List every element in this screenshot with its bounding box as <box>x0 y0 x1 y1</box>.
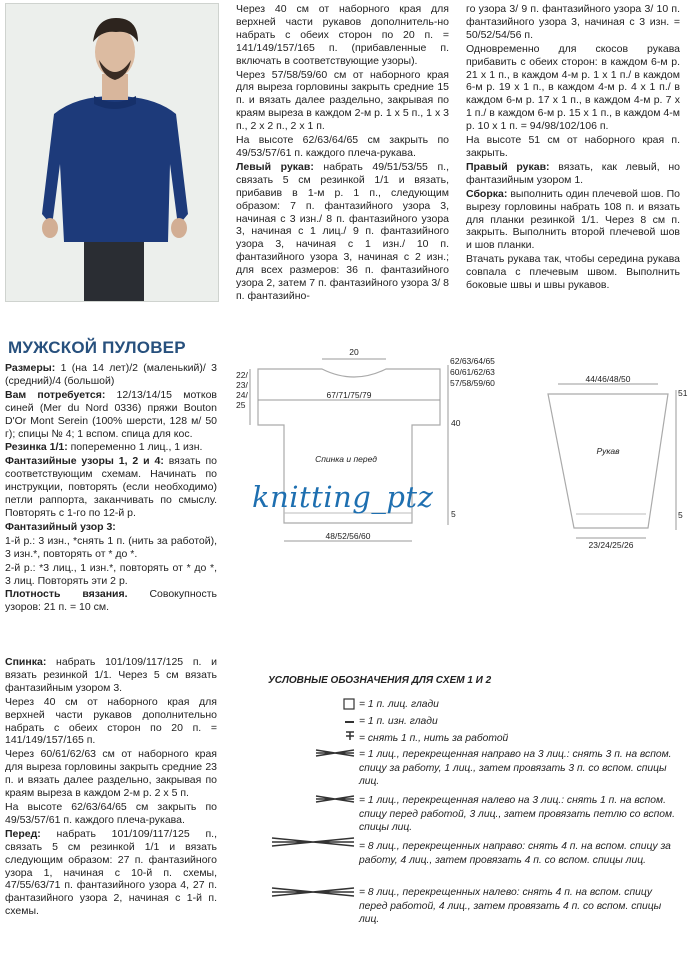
sleeve-height-label-1: 22/ <box>236 370 248 380</box>
text-paragraph: Плотность вязания. Совокупность узоров: 21 п. = 10 см. <box>5 588 217 614</box>
neck-width-label: 20 <box>349 347 359 357</box>
legend-item: = 1 лиц., перекрещенная направо на 3 лиц.: снять 3 п. на вспом. спицу за работу, 1 лиц., затем провязать 3 п. со вспом. спицы лиц. <box>359 749 672 788</box>
legend-symbols <box>268 696 364 946</box>
left-sleeve-label: Левый рукав: <box>236 160 314 173</box>
text-paragraph: Втачать рукава так, чтобы середина рукава совпала с плечевым швом. Выполнить боковые швы и швы рукавов. <box>466 253 680 292</box>
height-label-1: 62/63/64/65 <box>450 356 495 366</box>
right-sleeve-text: вязать, как левый, но фантазийным узором 1. <box>466 160 680 186</box>
text-paragraph: Через 60/61/62/63 см от наборного края для выреза горловины закрыть средние 23 п. и вязать далее раздельно, закрывая по краям выреза в каждом 2-м р. 2 х 5 п. <box>5 748 217 800</box>
left-sleeve-text: набрать 49/51/53/55 п., связать 5 см резинкой 1/1 и вязать, прибавив в 1-м р. 1 п., следующим образом: 7 п. фантазийного узора 3, начиная с 3 изн./ 8 п. фантазийного узора 3, начиная с 1 лиц./ 9 п. фантазийного узора 3, начиная с 1 изн./ 10 п. фантазийного узора 3, начиная с 2 изн.; для всех размеров: 36 п. фантазийного узора 2, затем 7 п. фантазийного узора 3/ 8 п. фантазийно- <box>236 160 449 302</box>
text-paragraph: Перед: набрать 101/109/117/125 п., связать 5 см резинкой 1/1 и вязать следующим образом: 27 п. фантазийного узора 1, начиная с 10-й п. схемы, 47/55/63/71 п. фантазийного узора 4, 27 п. фантазийного узора 2, начиная с 1-й п. схемы. <box>5 827 217 918</box>
model-photo <box>5 3 219 302</box>
sleeve-name-label: Рукав <box>596 446 620 456</box>
text-paragraph: Вам потребуется: 12/13/14/15 мотков синей (Mer du Nord 0336) пряжи Bouton D'Or Mont Serein (100% шерсти, 128 м/ 50 г); спицы № 4; 1 вспом. спица для кос. <box>5 388 217 440</box>
text-paragraph: Через 40 см от наборного края для верхней части рукавов дополнительно набрать с обеих сторон по 20 п. = 141/149/157/165 п. <box>5 695 217 747</box>
sleeve-bottom-width-label: 23/24/25/26 <box>588 540 634 550</box>
rib-height-label: 5 <box>451 509 456 519</box>
legend-item: = 1 п. изн. глади <box>359 716 438 727</box>
legend-item: = снять 1 п., нить за работой <box>359 733 509 744</box>
text-paragraph: Размеры: 1 (на 14 лет)/2 (маленький)/ 3 (средний)/4 (большой) <box>5 362 217 387</box>
legend-list <box>359 698 679 932</box>
text-paragraph: 2-й р.: *3 лиц., 1 изн.*, повторять от * до *, 3 лиц. Повторять эти 2 р. <box>5 561 217 587</box>
sleeve-height-label-3: 24/ <box>236 390 248 400</box>
knit-stitch-icon <box>344 699 354 709</box>
text-paragraph: Через 40 см от наборного края для верхней части рукавов дополнитель-но набрать с обеих сторон по 20 п. = 141/149/157/165 п. (прибавленные п. включать в соответствующие узоры). <box>236 3 449 67</box>
text-paragraph: Резинка 1/1: попеременно 1 лиц., 1 изн. <box>5 441 203 454</box>
right-sleeve-paragraph <box>466 161 680 187</box>
top-column-middle <box>236 3 449 304</box>
text-paragraph: Через 57/58/59/60 см от наборного края для выреза горловины закрыть средние 15 п. и вязать далее раздельно, закрывая по краям выреза в каждом 2-м р. 1 х 5 п., 1 х 3 п., 2 х 2 п., 2 х 1 п. <box>236 68 449 133</box>
sleeve-height-label-2: 23/ <box>236 380 248 390</box>
height-label-2: 60/61/62/63 <box>450 367 495 377</box>
body-schematic <box>228 345 518 555</box>
legend-item: = 1 лиц., перекрещенная налево на 3 лиц.: снять 1 п. на вспом. спицу перед работой, 3 лиц., затем провязать петлю со вспом. спицы лиц. <box>359 795 675 834</box>
cross-left-8-icon <box>272 888 354 896</box>
sleeve-schematic <box>540 372 690 552</box>
assembly-text: выполнить один плечевой шов. По вырезу горловины набрать 108 п. и вязать для планки резинкой 1/1. Через 8 см п. закрыть. Выполнить второй плечевой шов и шов планки. <box>466 187 680 252</box>
sleeve-top-width-label: 44/46/48/50 <box>585 374 631 384</box>
top-width-label: 67/71/75/79 <box>326 390 372 400</box>
legend-title: УСЛОВНЫЕ ОБОЗНАЧЕНИЯ ДЛЯ СХЕМ 1 И 2 <box>268 675 492 686</box>
sleeve-rib-label: 5 <box>678 510 683 520</box>
article-title: МУЖСКОЙ ПУЛОВЕР <box>8 338 186 357</box>
cross-left-1-3-icon <box>316 796 354 802</box>
text-paragraph: Фантазийный узор 3: <box>5 520 116 533</box>
text-paragraph: Спинка: набрать 101/109/117/125 п. и вязать резинкой 1/1. Через 5 см вязать фантазийным узором 3. <box>5 656 217 694</box>
left-column-materials <box>5 362 217 615</box>
text-paragraph: На высоте 62/63/64/65 см закрыть по 49/53/57/61 п. каждого плеча-рукава. <box>236 134 449 159</box>
left-column-instructions <box>5 656 217 919</box>
slip-stitch-icon <box>346 732 354 740</box>
sleeve-height-label-4: 25 <box>236 400 246 410</box>
cross-right-1-3-icon <box>316 750 354 756</box>
assembly-label: Сборка: <box>466 187 508 200</box>
bottom-width-label: 48/52/56/60 <box>325 531 371 541</box>
text-paragraph: го узора 3/ 9 п. фантазийного узора 3/ 10 п. фантазийного узора 3, начиная с 3 изн. = 50/52/54/56 п. <box>466 3 680 41</box>
cross-right-8-icon <box>272 838 354 846</box>
piece-name-label: Спинка и перед <box>315 454 377 464</box>
height-label-3: 57/58/59/60 <box>450 378 495 388</box>
text-paragraph: На высоте 51 см от наборного края п. закрыть. <box>466 134 680 159</box>
side-height-label: 40 <box>451 418 461 428</box>
legend-item: = 1 п. лиц. глади <box>359 699 439 710</box>
text-paragraph: Одновременно для скосов рукава прибавить с обеих сторон: в каждом 6-м р. 21 х 1 п., в каждом 4-м р. 1 х 1 п./ в каждом 6-м р. 19 х 1 п., в каждом 4-м р. 4 х 1 п./ в каждом 6-м р. 17 х 1 п., в каждом 4-м р. 7 х 1 п./ в каждом 6-м р. 15 х 1 п., в каждом 4-м р. 10 х 1 п. = 94/98/102/106 п. <box>466 42 680 133</box>
text-paragraph: На высоте 62/63/64/65 см закрыть по 49/53/57/61 п. каждого плеча-рукава. <box>5 800 217 826</box>
sleeve-height-label: 51 <box>678 388 688 398</box>
legend-item: = 8 лиц., перекрещенных налево: снять 4 п. на вспом. спицу перед работой, 4 лиц., затем провязать 4 п. со вспом. спицы лиц. <box>359 887 662 926</box>
assembly-paragraph <box>466 188 680 253</box>
text-paragraph: 1-й р.: 3 изн., *снять 1 п. (нить за работой), 3 изн.*, повторять от * до *. <box>5 534 217 560</box>
legend-item: = 8 лиц., перекрещенных направо: снять 4 п. на вспом. спицу за работу, 4 лиц., затем провязать 4 п. со вспом. спицы лиц. <box>359 841 671 866</box>
top-column-right <box>466 3 680 293</box>
left-sleeve-paragraph <box>236 161 449 303</box>
right-sleeve-label: Правый рукав: <box>466 160 550 173</box>
watermark-text: knitting_ptz <box>252 480 434 514</box>
text-paragraph: Фантазийные узоры 1, 2 и 4: вязать по соответствующим схемам. Начинать по инструкции, повторять (если необходимо) петли раппорта, заканчивать по смыслу. Повторять с 1-го по 12-й р. <box>5 455 217 519</box>
